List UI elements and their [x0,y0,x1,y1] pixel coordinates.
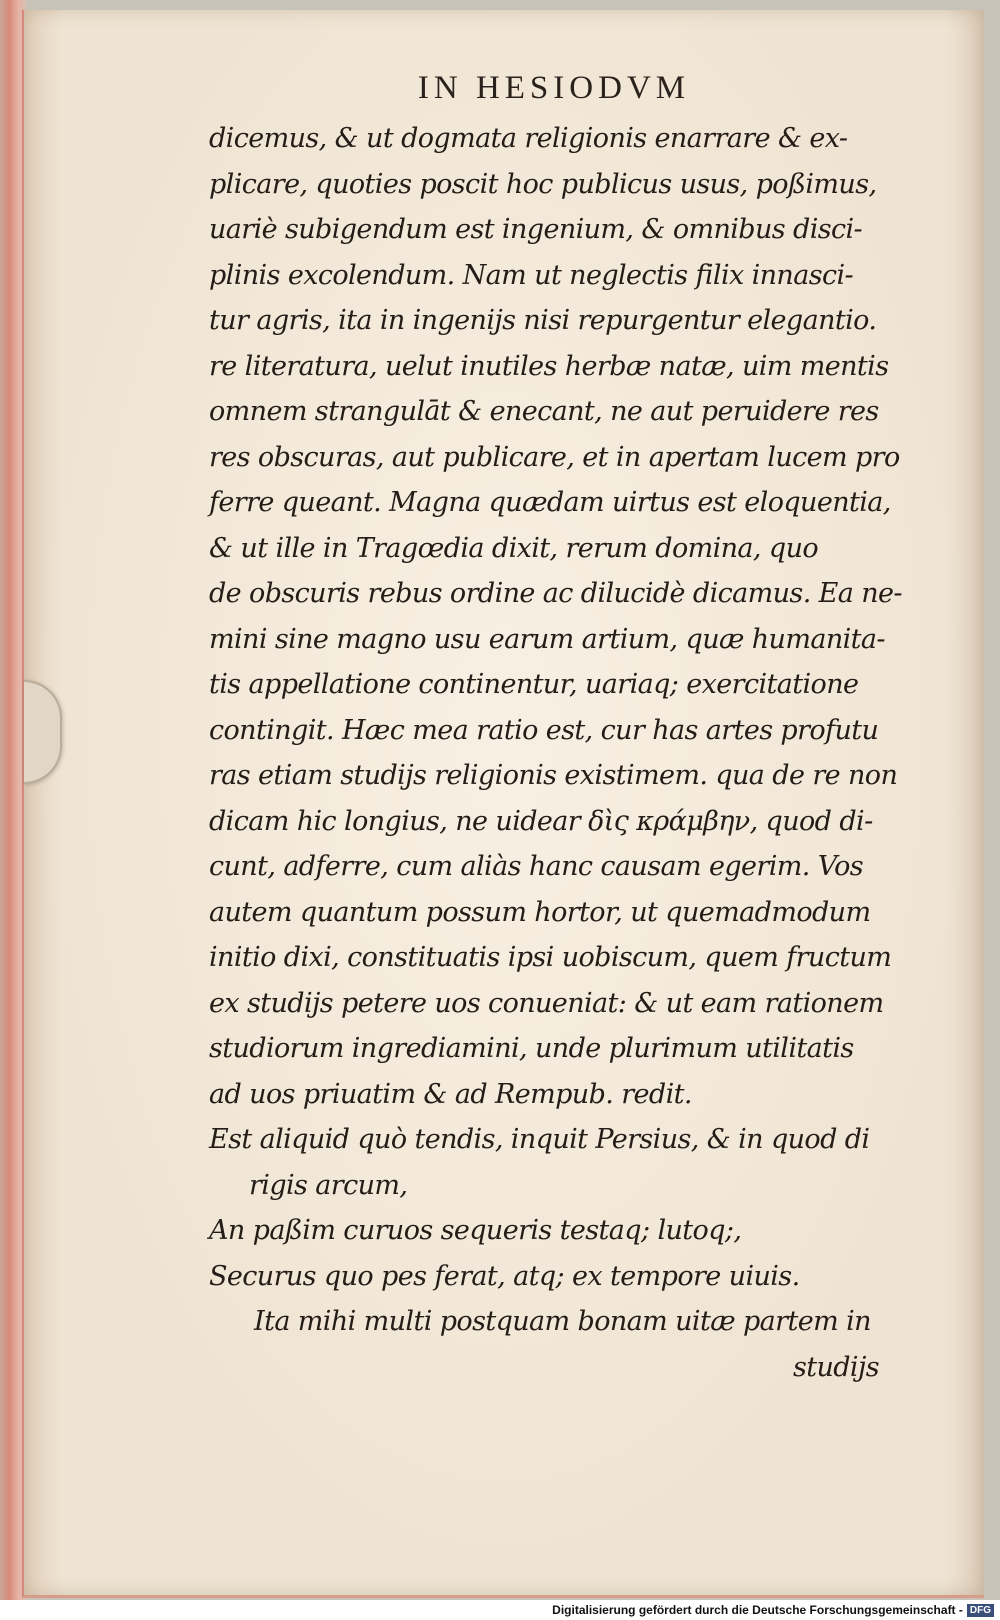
text-line: ras etiam studijs religionis existimem. qua de re non [209,760,898,791]
text-line: dicam hic longius, ne uidear δὶς κράμβην, quod di- [209,805,873,837]
text-line: res obscuras, aut publicare, et in apertam lucem pro [209,441,900,473]
verse-line: Securus quo pes ferat, atq; ex tempore uiuis. [209,1260,800,1292]
body-text [209,116,902,1390]
text-line: mini sine magno usu earum artium, quæ humanita- [209,623,885,655]
text-line: uariè subigendum est ingenium, & omnibus disci- [209,214,863,245]
text-line: cunt, adferre, cum aliàs hanc causam egerim. Vos [209,851,864,882]
funding-notice: Digitalisierung gefördert durch die Deutsche Forschungsgemeinschaft - [552,1603,963,1617]
page-clasp [24,680,62,784]
footer-bar [0,1600,1000,1620]
verse-line: Est aliquid quò tendis, inquit Persius, & in quod di [209,1124,870,1155]
verse-line: rigis arcum, [249,1169,408,1201]
text-line: tur agris, ita in ingenijs nisi repurgentur elegantio. [209,305,877,336]
text-line: & ut ille in Tragœdia dixit, rerum domina, quo [209,532,819,564]
text-line: plinis excolendum. Nam ut neglectis filix innasci- [209,259,854,291]
closing-line: Ita mihi multi postquam bonam uitæ partem in [254,1306,871,1337]
text-line: ferre queant. Magna quædam uirtus est eloquentia, [209,487,891,518]
dfg-logo: DFG [967,1604,994,1617]
text-line: plicare, quoties poscit hoc publicus usus, poßimus, [209,168,877,200]
book-page [22,10,984,1598]
text-line: tis appellatione continentur, uariaq; exercitatione [209,669,859,700]
text-line: ex studijs petere uos conueniat: & ut eam rationem [209,987,884,1019]
text-line: de obscuris rebus ordine ac dilucidè dicamus. Ea ne- [209,578,902,609]
text-line: autem quantum possum hortor, ut quemadmodum [209,896,871,928]
text-line: studiorum ingrediamini, unde plurimum utilitatis [209,1033,854,1064]
text-line: initio dixi, constituatis ipsi uobiscum, quem fructum [209,942,892,973]
text-line: dicemus, & ut dogmata religionis enarrare & ex- [209,123,848,154]
text-line: ad uos priuatim & ad Rempub. redit. [209,1078,692,1110]
text-line: contingit. Hæc mea ratio est, cur has artes profutu [209,714,879,746]
catchword: studijs [792,1351,879,1383]
verse-line: An paßim curuos sequeris testaq; lutoq;, [209,1215,742,1246]
text-line: omnem strangulāt & enecant, ne aut peruidere res [209,396,879,427]
running-head: IN HESIODVM [417,70,691,106]
text-line: re literatura, uelut inutiles herbæ natæ, uim mentis [209,350,889,382]
